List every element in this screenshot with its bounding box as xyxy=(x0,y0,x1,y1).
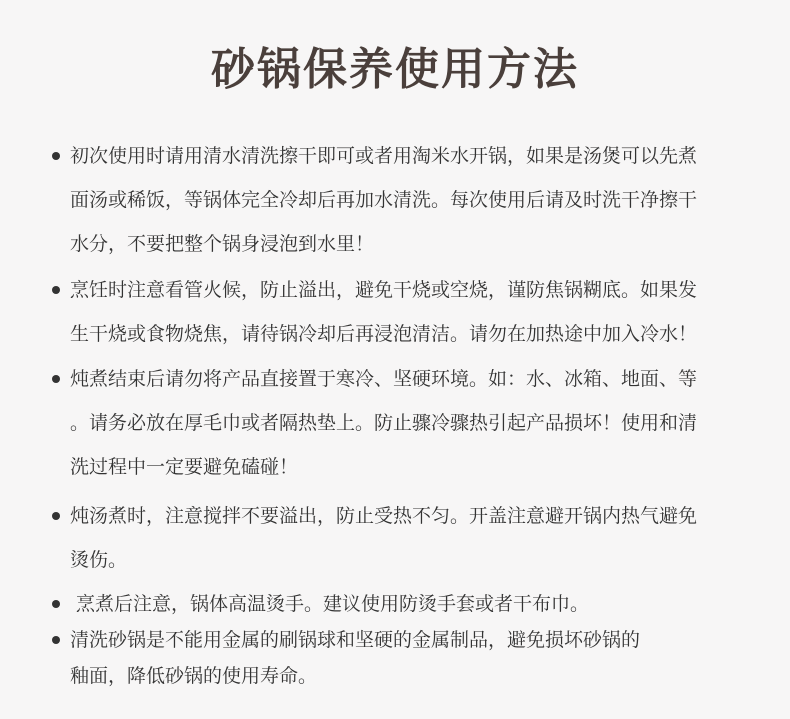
item-line: 生干烧或食物烧焦，请待锅冷却后再浸泡清洁。请勿在加热途中加入冷水！ xyxy=(70,323,698,345)
bullet-dot xyxy=(52,152,60,160)
list-item xyxy=(70,586,750,622)
item-line: 烫伤。 xyxy=(70,549,128,571)
item-line: 烹饪时注意看管火候，防止溢出，避免干烧或空烧，谨防焦锅糊底。如果发 xyxy=(70,279,698,301)
item-line: 水分，不要把整个锅身浸泡到水里！ xyxy=(70,233,375,255)
page-title: 砂锅保养使用方法 xyxy=(211,44,579,95)
item-line: 炖煮结束后请勿将产品直接置于寒冷、坚硬环境。如：水、冰箱、地面、等 xyxy=(70,368,698,390)
bullet-dot xyxy=(52,636,60,644)
item-line: 炖汤煮时，注意搅拌不要溢出，防止受热不匀。开盖注意避开锅内热气避免 xyxy=(70,505,698,527)
item-line: 烹煮后注意，锅体高温烫手。建议使用防烫手套或者干布巾。 xyxy=(70,593,590,615)
list-item xyxy=(70,494,750,582)
item-line: 面汤或稀饭，等锅体完全冷却后再加水清洗。每次使用后请及时洗干净擦干 xyxy=(70,189,698,211)
item-line: 洗过程中一定要避免磕碰！ xyxy=(70,456,299,478)
list-item xyxy=(70,357,750,489)
list-item xyxy=(70,622,750,694)
item-line: 釉面，降低砂锅的使用寿命。 xyxy=(70,665,318,687)
item-line: 初次使用时请用清水清洗擦干即可或者用淘米水开锅，如果是汤煲可以先煮 xyxy=(70,145,698,167)
list-item xyxy=(70,268,750,356)
item-line: 。请务必放在厚毛巾或者隔热垫上。防止骤冷骤热引起产品损坏！使用和清 xyxy=(70,412,698,434)
item-line: 清洗砂锅是不能用金属的刷锅球和坚硬的金属制品，避免损坏砂锅的 xyxy=(70,629,641,651)
bullet-dot xyxy=(52,286,60,294)
bullet-dot xyxy=(52,375,60,383)
bullet-dot xyxy=(52,600,60,608)
list-item xyxy=(70,134,750,266)
bullet-dot xyxy=(52,512,60,520)
